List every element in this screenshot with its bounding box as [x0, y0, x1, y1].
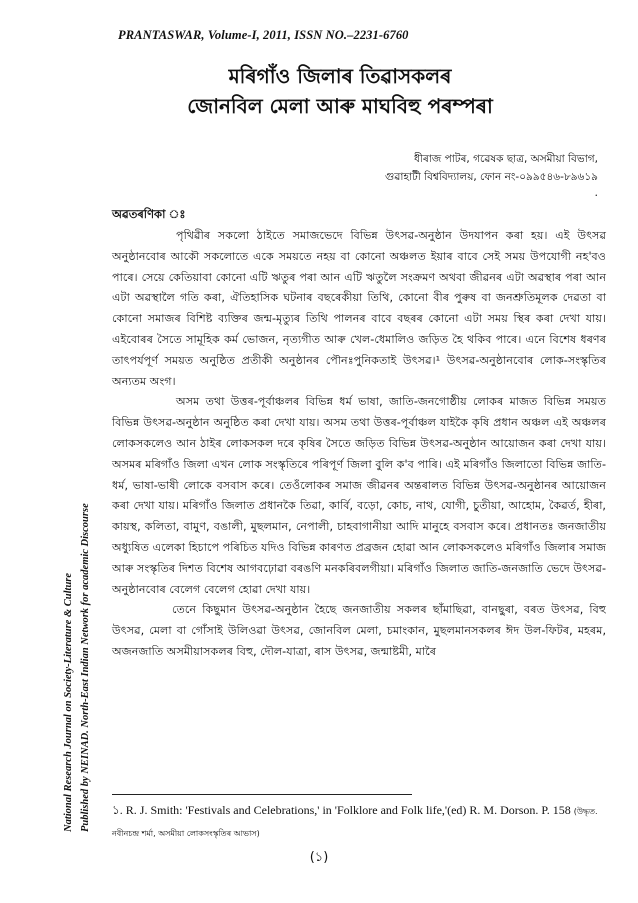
author-dot: .: [594, 186, 598, 199]
vertical-sidebar-credit: [60, 192, 100, 832]
journal-header: PRANTASWAR, Volume-I, 2011, ISSN NO.–2231-6760: [118, 28, 409, 42]
article-title-line-1: মৰিগাঁও জিলাৰ তিৱাসকলৰ: [228, 64, 452, 88]
footnote-divider: [112, 794, 412, 795]
paragraph-3: তেনে কিছুমান উৎসৱ-অনুষ্ঠান হৈছে জনজাতীয় সকলৰ ছাঁমাছিৱা, বানছুৰা, বৰত উৎসৱ, বিহু উৎসৱ, মেলা বা গোঁসাই উলিওৱা উৎসৱ, জোনবিল মেলা, চমাংকান, মুছলমানসকলৰ ঈদ উল-ফিটৰ, মহৰম, অজনজাতি অসমীয়াসকলৰ বিহু, দৌল-যাত্ৰা, ৰাস উৎসৱ, জন্মাষ্টমী, মাৰৈ: [112, 603, 606, 658]
paragraph-1: পৃথিৱীৰ সকলো ঠাইতে সমাজভেদে বিভিন্ন উৎসৱ-অনুষ্ঠান উদযাপন কৰা হয়। এই উৎসৱ অনুষ্ঠানবোৰ আকৌ সকলোতে একে সময়তে নহয় বা কোনো অঞ্চলত ইয়াৰ বাবে সেই সময় উপযোগী নহ'বও পাৰে। সেয়ে কেতিয়াবা কোনো এটি ঋতুৰ পৰা আন এটি ঋতুলৈ সংক্ৰমণ অথবা জীৱনৰ এটা অৱস্থাৰ পৰা আন এটা অৱস্থালৈ গতি কৰা, ঐতিহাসিক ঘটনাৰ বছৰেকীয়া তিথি, কোনো বীৰ পুৰুষ বা জনশ্ৰুতিমূলক দেৱতা বা কোনো সমাজৰ বিশিষ্ট ব্যক্তিৰ জন্ম-মৃত্যুৰ তিথি পালনৰ বাবে বছৰৰ কোনো এটা সময় স্থিৰ কৰা দেখা যায়। এইবোৰৰ সৈতে সামূহিক কৰ্ম ভোজন, নৃত্যগীত আৰু খেল-ধেমালিও জড়িত হৈ থকিব পাৰে। এনে বিশেষ ধৰণৰ তাৎপৰ্যপূৰ্ণ সময়ত অনুষ্ঠিত প্ৰতীকী অনুষ্ঠানৰ পৌনঃপুনিকতাই উৎসৱ।¹ উৎসৱ-অনুষ্ঠানবোৰ লোক-সংস্কৃতিৰ অন্যতম অংগ।: [112, 229, 606, 388]
section-heading-introduction: অৱতৰণিকা ঃ: [112, 207, 186, 221]
article-title-line-2: জোনবিল মেলা আৰু মাঘবিহু পৰম্পৰা: [187, 94, 493, 118]
author-university-phone: গুৱাহাটী বিশ্ববিদ্যালয়, ফোন নং-০৯৯৫৪৬-৮৯৬১৯: [384, 171, 598, 183]
author-name-affiliation: ধীৰাজ পাটৰ, গৱেষক ছাত্ৰ, অসমীয়া বিভাগ,: [414, 153, 598, 165]
author-block: [385, 150, 598, 186]
article-body: [112, 226, 606, 663]
sidebar-publisher: Published by NEINAD. North-East Indian Network for academic Discourse: [80, 503, 91, 832]
footnote-citation: R. J. Smith: 'Festivals and Celebrations,' in 'Folklore and Folk life,'(ed) R. M. Dorson. P. 158: [125, 803, 571, 817]
footnote: [112, 800, 606, 844]
page-number: (১): [309, 850, 329, 865]
footnote-source: (উদ্ধৃত. নবীনচন্দ্ৰ শৰ্মা, অসমীয়া লোকসংস্কৃতিৰ আভাস): [112, 807, 598, 838]
footnote-number: ১.: [112, 803, 123, 817]
sidebar-journal-name: National Research Journal on Society-Literature & Culture: [63, 572, 74, 832]
paragraph-2: অসম তথা উত্তৰ-পূৰ্বাঞ্চলৰ বিভিন্ন ধৰ্ম ভাষা, জাতি-জনগোষ্ঠীয় লোকৰ মাজত বিভিন্ন সময়ত বিভিন্ন উৎসৱ-অনুষ্ঠান অনুষ্ঠিত কৰা দেখা যায়। অসম তথা উত্তৰ-পূৰ্বাঞ্চল যাইকৈ কৃষি প্ৰধান অঞ্চল এই অঞ্চলৰ লোকসকলেও আন ঠাইৰ লোকসকল দৰে কৃষিৰ সৈতে জড়িত বিভিন্ন উৎসৱ-অনুষ্ঠান আয়োজন কৰা দেখা যায়। অসমৰ মৰিগাঁও জিলা এখন লোক সংস্কৃতিৰে পৰিপূৰ্ণ জিলা বুলি ক'ব পাৰি। এই মৰিগাঁও জিলাতো বিভিন্ন জাতি-ধৰ্ম, ভাষা-ভাষী লোকে বসবাস কৰে। তেওঁলোকৰ সমাজ জীৱনৰ অন্তৰালত বিভিন্ন উৎসৱ-অনুষ্ঠানৰ আয়োজন কৰা দেখা যায়। মৰিগাঁও জিলাত প্ৰধানকৈ তিৱা, কাৰ্বি, বড়ো, কোচ, নাথ, যোগী, চুতীয়া, আহোম, কৈৱৰ্ত, হীৰা, কায়স্থ, কলিতা, বামুণ, বঙালী, মুছলমান, নেপালী, চাহবাগানীয়া আদি মানুহে বসবাস কৰে। প্ৰধানতঃ জনজাতীয় অধ্যুষিত এলেকা হিচাপে পৰিচিত যদিও বিভিন্ন কাৰণত প্ৰব্ৰজন হোৱা আন লোকসকলেও মৰিগাঁও জিলাৰ সমাজ আৰু সংস্কৃতিৰ দিশত বিশেষ আগবঢ়োৱা বৰঙণি মনকৰিবলগীয়া। মৰিগাঁও জিলাত জাতি-জনজাতি ভেদে উৎসৱ-অনুষ্ঠানবোৰ বেলেগ বেলেগ হোৱা দেখা যায়।: [112, 395, 607, 596]
